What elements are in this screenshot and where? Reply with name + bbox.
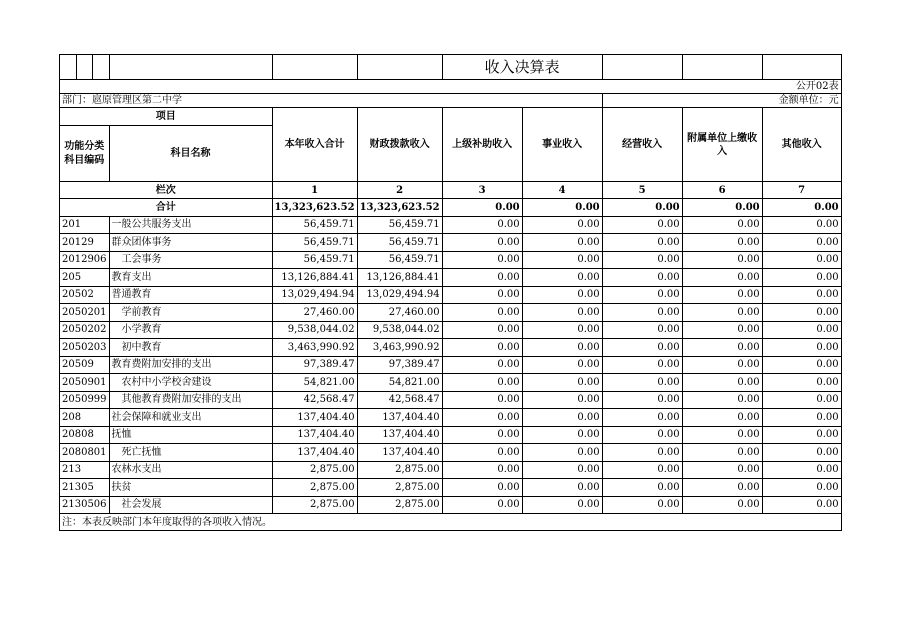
amount-cell: 2,875.00 (272, 461, 357, 479)
table-row (60, 216, 842, 234)
total-value: 13,323,623.52 (272, 199, 357, 217)
subject-name: 教育支出 (109, 269, 272, 287)
amount-cell: 2,875.00 (272, 496, 357, 514)
amount-cell: 0.00 (682, 391, 762, 409)
subject-code: 201 (60, 216, 110, 234)
lanci-row (60, 182, 842, 199)
amount-cell: 0.00 (682, 286, 762, 304)
amount-cell: 0.00 (522, 409, 602, 427)
amount-cell: 0.00 (762, 356, 841, 374)
amount-cell: 0.00 (442, 216, 522, 234)
subject-name: 普通教育 (109, 286, 272, 304)
amount-cell: 0.00 (762, 269, 841, 287)
note-row (60, 514, 842, 531)
subject-name: 教育费附加安排的支出 (109, 356, 272, 374)
amount-cell: 0.00 (442, 356, 522, 374)
amount-cell: 3,463,990.92 (272, 339, 357, 357)
table-row (60, 234, 842, 252)
amount-cell: 27,460.00 (357, 304, 442, 322)
lanci-label: 栏次 (60, 182, 273, 199)
amount-cell: 0.00 (522, 426, 602, 444)
subject-name: 社会保障和就业支出 (109, 409, 272, 427)
table-row (60, 444, 842, 462)
amount-cell: 0.00 (602, 409, 682, 427)
subject-name: 学前教育 (109, 304, 272, 322)
amount-cell: 0.00 (522, 374, 602, 392)
amount-cell: 0.00 (522, 356, 602, 374)
amount-cell: 0.00 (602, 444, 682, 462)
amount-cell: 0.00 (762, 339, 841, 357)
amount-cell: 0.00 (602, 216, 682, 234)
subject-name: 小学教育 (109, 321, 272, 339)
amount-cell: 0.00 (442, 391, 522, 409)
amount-cell: 2,875.00 (357, 461, 442, 479)
department-label: 部门：扈原管理区第二中学 (60, 94, 603, 108)
amount-cell: 0.00 (442, 269, 522, 287)
amount-cell: 0.00 (602, 496, 682, 514)
title-row (60, 55, 842, 80)
amount-cell: 0.00 (602, 269, 682, 287)
amount-cell: 0.00 (442, 304, 522, 322)
name-col-header: 科目名称 (109, 126, 272, 182)
total-value: 0.00 (682, 199, 762, 217)
table-row (60, 479, 842, 497)
amount-cell: 0.00 (522, 304, 602, 322)
amount-cell: 0.00 (522, 391, 602, 409)
amount-cell: 0.00 (602, 304, 682, 322)
amount-cell: 137,404.40 (357, 409, 442, 427)
amount-cell: 2,875.00 (357, 496, 442, 514)
total-value: 0.00 (522, 199, 602, 217)
amount-cell: 0.00 (682, 426, 762, 444)
amount-cell: 0.00 (522, 251, 602, 269)
amount-cell: 56,459.71 (272, 216, 357, 234)
table-row (60, 269, 842, 287)
col-header-3: 上级补助收入 (442, 108, 522, 182)
amount-cell: 0.00 (682, 216, 762, 234)
amount-cell: 0.00 (762, 321, 841, 339)
subject-name: 一般公共服务支出 (109, 216, 272, 234)
amount-cell: 0.00 (522, 444, 602, 462)
subject-code: 20502 (60, 286, 110, 304)
total-value: 0.00 (442, 199, 522, 217)
total-row (60, 199, 842, 217)
amount-cell: 0.00 (682, 374, 762, 392)
amount-cell: 0.00 (442, 339, 522, 357)
amount-cell: 0.00 (602, 461, 682, 479)
total-value: 13,323,623.52 (357, 199, 442, 217)
amount-cell: 0.00 (682, 479, 762, 497)
amount-cell: 0.00 (682, 321, 762, 339)
table-row (60, 321, 842, 339)
amount-cell: 0.00 (442, 409, 522, 427)
subject-code: 20129 (60, 234, 110, 252)
table-row (60, 426, 842, 444)
subject-name: 死亡抚恤 (109, 444, 272, 462)
amount-cell: 137,404.40 (357, 444, 442, 462)
subject-code: 2080801 (60, 444, 110, 462)
amount-cell: 56,459.71 (272, 234, 357, 252)
amount-cell: 0.00 (682, 269, 762, 287)
amount-cell: 2,875.00 (272, 479, 357, 497)
amount-cell: 0.00 (682, 409, 762, 427)
amount-cell: 2,875.00 (357, 479, 442, 497)
amount-cell: 13,126,884.41 (357, 269, 442, 287)
amount-cell: 0.00 (682, 234, 762, 252)
amount-cell: 0.00 (762, 461, 841, 479)
amount-cell: 97,389.47 (272, 356, 357, 374)
amount-cell: 0.00 (442, 234, 522, 252)
col-header-7: 其他收入 (762, 108, 841, 182)
total-label: 合计 (60, 199, 273, 217)
amount-cell: 0.00 (602, 339, 682, 357)
subject-code: 2050203 (60, 339, 110, 357)
amount-cell: 0.00 (602, 286, 682, 304)
amount-cell: 0.00 (522, 269, 602, 287)
subject-name: 抚恤 (109, 426, 272, 444)
amount-cell: 0.00 (682, 461, 762, 479)
lanci-number: 3 (442, 182, 522, 199)
col-header-4: 事业收入 (522, 108, 602, 182)
table-code: 公开02表 (60, 80, 842, 94)
amount-cell: 27,460.00 (272, 304, 357, 322)
amount-cell: 0.00 (522, 234, 602, 252)
subject-code: 213 (60, 461, 110, 479)
amount-cell: 0.00 (762, 251, 841, 269)
amount-cell: 0.00 (602, 391, 682, 409)
amount-cell: 137,404.40 (272, 409, 357, 427)
amount-cell: 56,459.71 (357, 251, 442, 269)
amount-cell: 0.00 (522, 216, 602, 234)
subject-code: 2050901 (60, 374, 110, 392)
table-row (60, 461, 842, 479)
amount-cell: 42,568.47 (357, 391, 442, 409)
table-row (60, 304, 842, 322)
col-header-1: 本年收入合计 (272, 108, 357, 182)
table-row (60, 374, 842, 392)
amount-cell: 56,459.71 (272, 251, 357, 269)
amount-cell: 0.00 (442, 321, 522, 339)
total-value: 0.00 (602, 199, 682, 217)
amount-cell: 0.00 (442, 286, 522, 304)
amount-cell: 13,029,494.94 (357, 286, 442, 304)
subject-code: 2050202 (60, 321, 110, 339)
amount-cell: 0.00 (602, 356, 682, 374)
unit-label: 金额单位：元 (602, 94, 841, 108)
amount-cell: 0.00 (762, 216, 841, 234)
income-table (59, 54, 842, 531)
amount-cell: 0.00 (762, 374, 841, 392)
table-row (60, 251, 842, 269)
subject-code: 2130506 (60, 496, 110, 514)
amount-cell: 0.00 (762, 409, 841, 427)
subject-code: 20808 (60, 426, 110, 444)
amount-cell: 0.00 (762, 479, 841, 497)
subject-name: 工会事务 (109, 251, 272, 269)
amount-cell: 137,404.40 (357, 426, 442, 444)
code-col-header: 功能分类科目编码 (60, 126, 110, 182)
subject-name: 农林水支出 (109, 461, 272, 479)
amount-cell: 56,459.71 (357, 234, 442, 252)
amount-cell: 0.00 (602, 374, 682, 392)
subject-code: 2050999 (60, 391, 110, 409)
subject-code: 21305 (60, 479, 110, 497)
amount-cell: 0.00 (682, 304, 762, 322)
project-header: 项目 (60, 108, 273, 126)
table-row (60, 286, 842, 304)
header-row-project (60, 108, 842, 126)
amount-cell: 0.00 (522, 479, 602, 497)
amount-cell: 97,389.47 (357, 356, 442, 374)
subject-code: 2050201 (60, 304, 110, 322)
lanci-number: 1 (272, 182, 357, 199)
col-header-6: 附属单位上缴收入 (682, 108, 762, 182)
amount-cell: 54,821.00 (272, 374, 357, 392)
amount-cell: 0.00 (442, 426, 522, 444)
subject-name: 扶贫 (109, 479, 272, 497)
subject-code: 2012906 (60, 251, 110, 269)
amount-cell: 0.00 (602, 251, 682, 269)
amount-cell: 0.00 (762, 234, 841, 252)
subject-name: 群众团体事务 (109, 234, 272, 252)
footnote: 注：本表反映部门本年度取得的各项收入情况。 (60, 514, 842, 531)
amount-cell: 0.00 (762, 304, 841, 322)
col-header-2: 财政拨款收入 (357, 108, 442, 182)
subject-name: 农村中小学校舍建设 (109, 374, 272, 392)
table-row (60, 356, 842, 374)
amount-cell: 0.00 (682, 356, 762, 374)
subject-code: 208 (60, 409, 110, 427)
amount-cell: 0.00 (522, 461, 602, 479)
table-code-row (60, 80, 842, 94)
amount-cell: 137,404.40 (272, 426, 357, 444)
col-header-5: 经营收入 (602, 108, 682, 182)
amount-cell: 0.00 (602, 479, 682, 497)
table-row (60, 496, 842, 514)
lanci-number: 5 (602, 182, 682, 199)
amount-cell: 0.00 (442, 374, 522, 392)
amount-cell: 0.00 (442, 251, 522, 269)
subject-name: 其他教育费附加安排的支出 (109, 391, 272, 409)
amount-cell: 54,821.00 (357, 374, 442, 392)
amount-cell: 0.00 (602, 426, 682, 444)
amount-cell: 0.00 (682, 444, 762, 462)
amount-cell: 0.00 (762, 391, 841, 409)
amount-cell: 0.00 (762, 496, 841, 514)
amount-cell: 0.00 (682, 339, 762, 357)
lanci-number: 7 (762, 182, 841, 199)
subject-code: 205 (60, 269, 110, 287)
table-row (60, 391, 842, 409)
amount-cell: 0.00 (762, 444, 841, 462)
department-row (60, 94, 842, 108)
amount-cell: 0.00 (522, 339, 602, 357)
amount-cell: 137,404.40 (272, 444, 357, 462)
amount-cell: 3,463,990.92 (357, 339, 442, 357)
table-row (60, 339, 842, 357)
amount-cell: 56,459.71 (357, 216, 442, 234)
amount-cell: 0.00 (442, 444, 522, 462)
amount-cell: 0.00 (442, 496, 522, 514)
table-row (60, 409, 842, 427)
amount-cell: 9,538,044.02 (357, 321, 442, 339)
amount-cell: 9,538,044.02 (272, 321, 357, 339)
amount-cell: 0.00 (762, 426, 841, 444)
amount-cell: 0.00 (522, 286, 602, 304)
amount-cell: 0.00 (602, 234, 682, 252)
amount-cell: 0.00 (602, 321, 682, 339)
lanci-number: 6 (682, 182, 762, 199)
amount-cell: 0.00 (682, 251, 762, 269)
lanci-number: 2 (357, 182, 442, 199)
amount-cell: 0.00 (522, 321, 602, 339)
amount-cell: 0.00 (522, 496, 602, 514)
amount-cell: 0.00 (682, 496, 762, 514)
amount-cell: 0.00 (442, 479, 522, 497)
amount-cell: 42,568.47 (272, 391, 357, 409)
amount-cell: 0.00 (442, 461, 522, 479)
subject-name: 社会发展 (109, 496, 272, 514)
subject-name: 初中教育 (109, 339, 272, 357)
total-value: 0.00 (762, 199, 841, 217)
subject-code: 20509 (60, 356, 110, 374)
amount-cell: 13,029,494.94 (272, 286, 357, 304)
lanci-number: 4 (522, 182, 602, 199)
amount-cell: 13,126,884.41 (272, 269, 357, 287)
amount-cell: 0.00 (762, 286, 841, 304)
page-title: 收入决算表 (442, 55, 602, 80)
